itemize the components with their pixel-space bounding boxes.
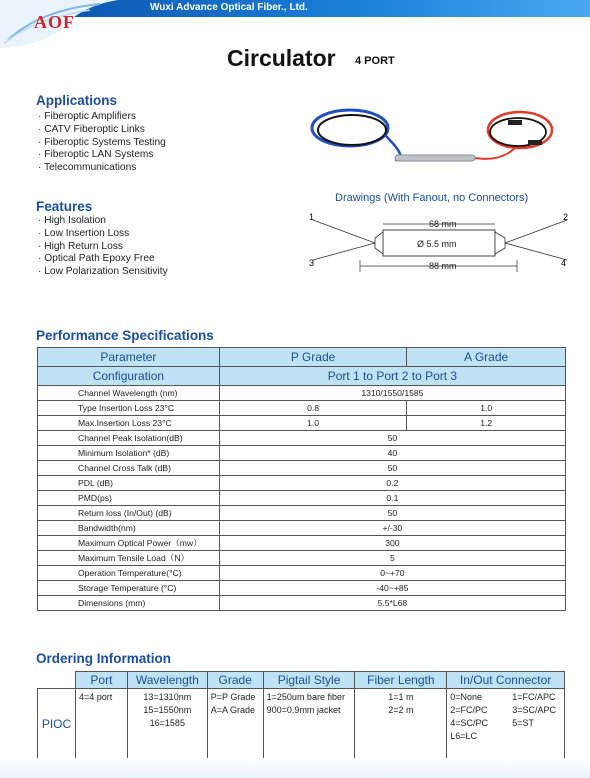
param-cell: Minimum Isolation* (dB) [38,446,220,461]
param-cell: Channel Peak Isolation(dB) [38,431,220,446]
table-row [38,689,565,759]
features-list [38,215,168,279]
list-item: · Fiberoptic Amplifiers [38,111,166,124]
pigtail-cell: 1=250um bare fiber 900=0.9mm jacket [263,689,355,759]
param-cell: Type Insertion Loss 23°C [38,401,220,416]
param-cell: Maximum Tensile Load（N） [38,551,220,566]
value-cell: 40 [219,446,565,461]
applications-heading: Applications [36,93,118,108]
value-cell: 1.2 [407,416,566,431]
header-cell: Port 1 to Port 2 to Port 3 [219,367,565,386]
table-row [38,386,566,401]
port-label: 1 [309,212,315,222]
page-title: Circulator [227,45,336,71]
empty-cell [38,672,76,689]
specs-heading: Performance Specifications [36,328,214,343]
ordering-table [37,671,565,759]
grade-cell: P=P Grade A=A Grade [207,689,263,759]
value-cell: 5 [219,551,565,566]
wavelength-cell: 13=1310nm 15=1550nm 16=1585 [127,689,207,759]
length-88-label: 88 mm [429,261,457,271]
diameter-label: Ø 5.5 mm [417,239,457,249]
length-cell: 1=1 m 2=2 m [355,689,447,759]
length-68-label: 68 mm [429,219,457,229]
param-cell: Bandwidth(nm) [38,521,220,536]
value-cell: 5.5*L68 [219,596,565,611]
list-item: · Fiberoptic LAN Systems [38,149,166,162]
config-row [38,367,566,386]
param-cell: Channel Cross Talk (dB) [38,461,220,476]
value-cell: 1.0 [219,416,407,431]
header-cell: Wavelength [127,672,207,689]
table-row [38,431,566,446]
table-row [38,566,566,581]
value-cell: 50 [219,506,565,521]
value-cell: 50 [219,431,565,446]
drawing-title: Drawings (With Fanout, no Connectors) [335,192,529,204]
table-header-row [38,672,565,689]
ordering-heading: Ordering Information [36,651,171,666]
port-cell: 4=4 port [75,689,127,759]
value-cell: 0.8 [219,401,407,416]
value-cell: 50 [219,461,565,476]
table-row [38,461,566,476]
connector-cell: 0=None 1=FC/APC 2=FC/PC 3=SC/APC 4=SC/PC 5=ST L6=LC [447,689,565,759]
value-cell: 0~+70 [219,566,565,581]
param-cell: Channel Wavelength (nm) [38,386,220,401]
table-row [38,401,566,416]
list-item: · High Return Loss [38,241,168,254]
header-cell: Pigtail Style [263,672,355,689]
table-header-row [38,348,566,367]
param-cell: Dimensions (mm) [38,596,220,611]
table-row [38,476,566,491]
features-heading: Features [36,199,93,214]
value-cell: 1.0 [407,401,566,416]
list-item: · Low Polarization Sensitivity [38,266,168,279]
value-cell: 0.2 [219,476,565,491]
footer-decoration [0,758,590,778]
port-label: 4 [561,258,567,268]
param-cell: Return loss (In/Out) (dB) [38,506,220,521]
product-code: PIOC [38,689,76,759]
logo: AOF [34,12,75,32]
table-row [38,551,566,566]
table-row [38,446,566,461]
company-name: Wuxi Advance Optical Fiber., Ltd. [150,2,308,13]
param-cell: Max.Insertion Loss 23°C [38,416,220,431]
table-row [38,596,566,611]
circulator-product-image [300,100,570,175]
header-cell: A Grade [407,348,566,367]
list-item: · High Isolation [38,215,168,228]
list-item: · Low Insertion Loss [38,228,168,241]
port-label: 2 [563,212,569,222]
table-row [38,491,566,506]
header-cell: Fiber Length [355,672,447,689]
value-cell: 300 [219,536,565,551]
list-item: · Optical Path Epoxy Free [38,253,168,266]
table-row [38,536,566,551]
specs-table [37,347,566,611]
header-cell: Grade [207,672,263,689]
header-cell: In/Out Connector [447,672,565,689]
param-cell: PDL (dB) [38,476,220,491]
header-cell: Parameter [38,348,220,367]
port-label: 3 [309,258,315,268]
param-cell: PMD(ps) [38,491,220,506]
list-item: · Fiberoptic Systems Testing [38,137,166,150]
table-row [38,521,566,536]
value-cell: 1310/1550/1585 [219,386,565,401]
applications-list [38,111,166,175]
header-cell: Port [75,672,127,689]
param-cell: Operation Temperature(°C) [38,566,220,581]
value-cell: -40~+85 [219,581,565,596]
header-cell: Configuration [38,367,220,386]
value-cell: +/-30 [219,521,565,536]
header-cell: P Grade [219,348,407,367]
dimension-drawing [305,208,575,280]
table-row [38,506,566,521]
list-item: · CATV Fiberoptic Links [38,124,166,137]
table-row [38,416,566,431]
page-subtitle: 4 PORT [355,55,395,67]
param-cell: Storage Temperature (°C) [38,581,220,596]
list-item: · Telecommunications [38,162,166,175]
param-cell: Maximum Optical Power（mw） [38,536,220,551]
table-row [38,581,566,596]
value-cell: 0.1 [219,491,565,506]
